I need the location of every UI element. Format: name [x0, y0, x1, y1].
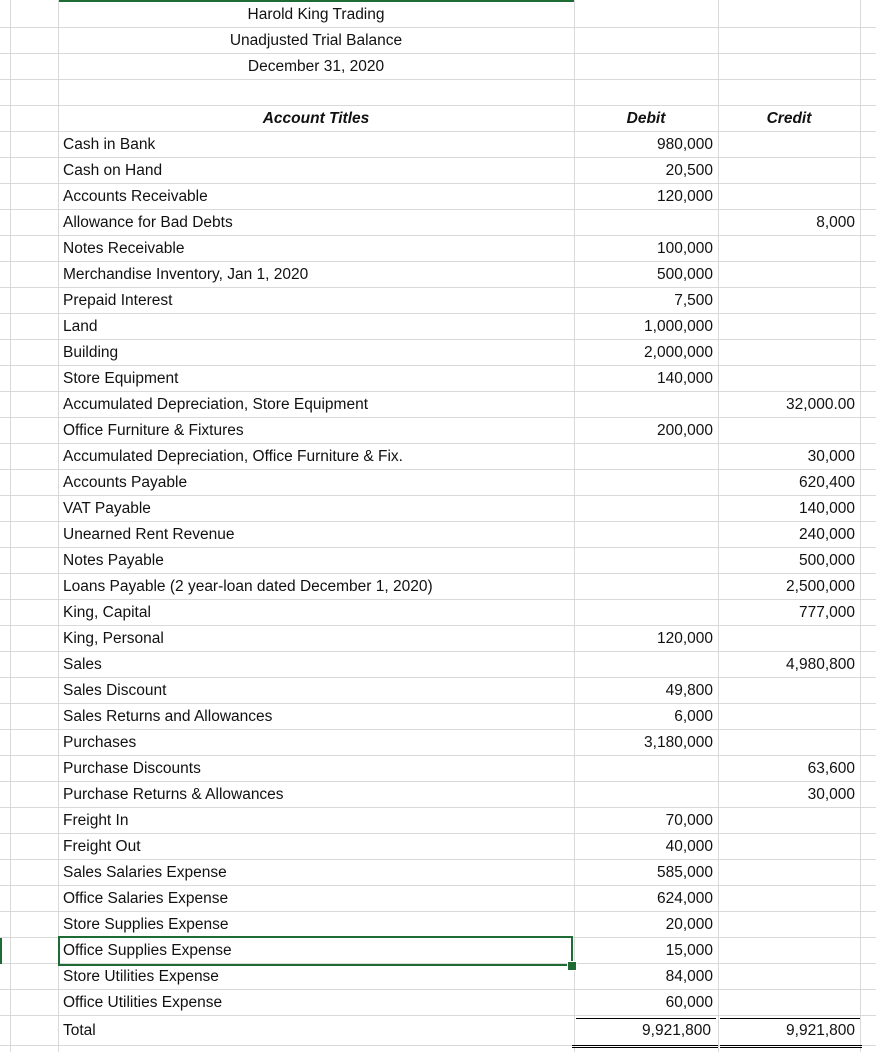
- total-debit[interactable]: 9,921,800: [642, 1022, 711, 1039]
- credit-cell[interactable]: 240,000: [798, 526, 855, 543]
- debit-cell[interactable]: 1,000,000: [644, 318, 713, 335]
- credit-cell[interactable]: 777,000: [798, 604, 855, 621]
- account-title-cell[interactable]: King, Capital: [63, 604, 151, 621]
- credit-cell[interactable]: [718, 704, 860, 730]
- credit-cell[interactable]: [718, 990, 860, 1016]
- debit-cell[interactable]: [574, 782, 718, 808]
- table-row[interactable]: [0, 808, 876, 834]
- debit-cell[interactable]: [574, 444, 718, 470]
- debit-cell[interactable]: [574, 210, 718, 236]
- debit-cell[interactable]: 15,000: [665, 942, 713, 959]
- table-row[interactable]: [0, 444, 876, 470]
- account-title-cell[interactable]: Store Equipment: [63, 370, 179, 387]
- account-title-cell[interactable]: VAT Payable: [63, 500, 151, 517]
- credit-cell[interactable]: 4,980,800: [786, 656, 855, 673]
- credit-cell[interactable]: [718, 886, 860, 912]
- account-title-cell[interactable]: Freight In: [63, 812, 129, 829]
- debit-cell[interactable]: 500,000: [656, 266, 713, 283]
- debit-cell[interactable]: [574, 600, 718, 626]
- account-title-cell[interactable]: Loans Payable (2 year-loan dated December 1, 2020): [63, 578, 433, 595]
- table-row[interactable]: [0, 938, 876, 964]
- debit-cell[interactable]: 120,000: [656, 188, 713, 205]
- credit-cell[interactable]: 2,500,000: [786, 578, 855, 595]
- debit-cell[interactable]: 140,000: [656, 370, 713, 387]
- table-row[interactable]: [0, 782, 876, 808]
- account-title-cell[interactable]: Office Utilities Expense: [63, 994, 223, 1011]
- debit-cell[interactable]: 585,000: [656, 864, 713, 881]
- active-row-marker: [0, 938, 2, 964]
- credit-cell[interactable]: [718, 236, 860, 262]
- table-row[interactable]: [0, 574, 876, 600]
- credit-header[interactable]: [718, 106, 860, 132]
- table-row[interactable]: [0, 912, 876, 938]
- credit-cell[interactable]: [718, 366, 860, 392]
- debit-cell[interactable]: 624,000: [656, 890, 713, 907]
- table-row[interactable]: [0, 288, 876, 314]
- company-name[interactable]: Harold King Trading: [247, 6, 385, 23]
- credit-cell[interactable]: [718, 834, 860, 860]
- credit-cell[interactable]: 30,000: [807, 448, 855, 465]
- account-titles-header[interactable]: [58, 106, 574, 132]
- table-row[interactable]: [0, 834, 876, 860]
- table-row[interactable]: [0, 860, 876, 886]
- debit-cell[interactable]: [574, 392, 718, 418]
- account-title-cell[interactable]: Office Supplies Expense: [63, 942, 232, 959]
- table-row[interactable]: [0, 730, 876, 756]
- debit-cell[interactable]: 980,000: [656, 136, 713, 153]
- title-row-3[interactable]: [0, 54, 876, 80]
- account-title-cell[interactable]: Sales Returns and Allowances: [63, 708, 273, 725]
- table-row[interactable]: [0, 158, 876, 184]
- credit-cell[interactable]: 140,000: [798, 500, 855, 517]
- debit-cell[interactable]: 84,000: [665, 968, 713, 985]
- debit-cell[interactable]: 2,000,000: [644, 344, 713, 361]
- table-row[interactable]: [0, 470, 876, 496]
- account-title-cell[interactable]: Purchases: [63, 734, 137, 751]
- table-row[interactable]: [0, 964, 876, 990]
- title-row-2[interactable]: [0, 28, 876, 54]
- column-header-row[interactable]: [0, 106, 876, 132]
- credit-cell[interactable]: [718, 938, 860, 964]
- table-row[interactable]: [0, 210, 876, 236]
- table-row[interactable]: [0, 990, 876, 1016]
- debit-cell[interactable]: [574, 522, 718, 548]
- debit-cell[interactable]: [574, 470, 718, 496]
- debit-cell[interactable]: 40,000: [665, 838, 713, 855]
- table-row[interactable]: [0, 756, 876, 782]
- debit-header[interactable]: [574, 106, 718, 132]
- credit-cell[interactable]: [718, 912, 860, 938]
- credit-cell[interactable]: 63,600: [807, 760, 855, 777]
- account-title-cell[interactable]: Freight Out: [63, 838, 141, 855]
- blank-row[interactable]: [0, 80, 876, 106]
- table-row[interactable]: [0, 704, 876, 730]
- account-title-cell[interactable]: Notes Receivable: [63, 240, 185, 257]
- credit-cell[interactable]: [718, 418, 860, 444]
- account-title-cell[interactable]: Purchase Discounts: [63, 760, 201, 777]
- table-row[interactable]: [0, 652, 876, 678]
- credit-label: Credit: [766, 110, 812, 127]
- credit-cell[interactable]: [718, 184, 860, 210]
- total-credit[interactable]: 9,921,800: [786, 1022, 855, 1039]
- debit-cell[interactable]: 3,180,000: [644, 734, 713, 751]
- debit-cell[interactable]: [574, 548, 718, 574]
- account-title-cell[interactable]: Allowance for Bad Debts: [63, 214, 233, 231]
- account-title-cell[interactable]: Cash on Hand: [63, 162, 163, 179]
- account-title-cell[interactable]: Office Salaries Expense: [63, 890, 229, 907]
- table-row[interactable]: [0, 314, 876, 340]
- credit-cell[interactable]: 500,000: [798, 552, 855, 569]
- account-title-cell[interactable]: Office Furniture & Fixtures: [63, 422, 244, 439]
- table-row[interactable]: [0, 236, 876, 262]
- debit-cell[interactable]: 20,500: [665, 162, 713, 179]
- credit-cell[interactable]: [718, 730, 860, 756]
- account-title-cell[interactable]: Accumulated Depreciation, Store Equipment: [63, 396, 368, 413]
- account-title-cell[interactable]: Accounts Receivable: [63, 188, 208, 205]
- account-title-cell[interactable]: Sales Discount: [63, 682, 167, 699]
- credit-cell[interactable]: [718, 860, 860, 886]
- credit-cell[interactable]: [718, 340, 860, 366]
- debit-cell[interactable]: [574, 652, 718, 678]
- fill-handle[interactable]: [567, 961, 577, 971]
- debit-cell[interactable]: [574, 574, 718, 600]
- credit-cell[interactable]: [718, 288, 860, 314]
- table-row[interactable]: [0, 184, 876, 210]
- account-title-cell[interactable]: Building: [63, 344, 119, 361]
- credit-cell[interactable]: 8,000: [816, 214, 855, 231]
- table-row[interactable]: [0, 392, 876, 418]
- debit-cell[interactable]: [574, 756, 718, 782]
- account-title-cell[interactable]: Purchase Returns & Allowances: [63, 786, 284, 803]
- debit-cell[interactable]: 200,000: [656, 422, 713, 439]
- credit-cell[interactable]: [718, 262, 860, 288]
- account-title-cell[interactable]: Notes Payable: [63, 552, 164, 569]
- table-row[interactable]: [0, 496, 876, 522]
- account-title-cell[interactable]: Unearned Rent Revenue: [63, 526, 235, 543]
- credit-cell[interactable]: [718, 626, 860, 652]
- debit-label: Debit: [626, 110, 666, 127]
- total-debit-double-underline: [572, 1045, 718, 1048]
- total-row[interactable]: [0, 1018, 876, 1046]
- credit-cell[interactable]: 30,000: [807, 786, 855, 803]
- account-titles-label: Account Titles: [262, 110, 370, 127]
- table-row[interactable]: [0, 418, 876, 444]
- table-row[interactable]: [0, 340, 876, 366]
- table-row[interactable]: [0, 262, 876, 288]
- total-credit-double-underline: [720, 1045, 862, 1048]
- account-title-cell[interactable]: Store Utilities Expense: [63, 968, 219, 985]
- debit-cell[interactable]: 100,000: [656, 240, 713, 257]
- table-row[interactable]: [0, 678, 876, 704]
- report-name[interactable]: Unadjusted Trial Balance: [229, 32, 403, 49]
- credit-cell[interactable]: [718, 678, 860, 704]
- account-title-cell[interactable]: Accumulated Depreciation, Office Furniture & Fix.: [63, 448, 403, 465]
- account-title-cell[interactable]: Land: [63, 318, 98, 335]
- table-row[interactable]: [0, 600, 876, 626]
- debit-cell[interactable]: 60,000: [665, 994, 713, 1011]
- debit-cell[interactable]: [574, 496, 718, 522]
- debit-cell[interactable]: 7,500: [674, 292, 713, 309]
- credit-cell[interactable]: [718, 158, 860, 184]
- credit-cell[interactable]: [718, 132, 860, 158]
- account-title-cell[interactable]: Merchandise Inventory, Jan 1, 2020: [63, 266, 309, 283]
- table-row[interactable]: [0, 886, 876, 912]
- table-row[interactable]: [0, 522, 876, 548]
- table-row[interactable]: [0, 366, 876, 392]
- debit-cell[interactable]: 49,800: [665, 682, 713, 699]
- table-row[interactable]: [0, 132, 876, 158]
- account-title-cell[interactable]: Store Supplies Expense: [63, 916, 229, 933]
- title-row-1[interactable]: [0, 2, 876, 28]
- report-date[interactable]: December 31, 2020: [247, 58, 385, 75]
- credit-cell[interactable]: 32,000.00: [786, 396, 855, 413]
- total-credit-top-border: [720, 1018, 860, 1019]
- credit-cell[interactable]: [718, 808, 860, 834]
- table-row[interactable]: [0, 548, 876, 574]
- account-title-cell[interactable]: Prepaid Interest: [63, 292, 173, 309]
- debit-cell[interactable]: 120,000: [656, 630, 713, 647]
- table-row[interactable]: [0, 626, 876, 652]
- total-debit-top-border: [576, 1018, 716, 1019]
- credit-cell[interactable]: [718, 964, 860, 990]
- account-title-cell[interactable]: Accounts Payable: [63, 474, 188, 491]
- credit-cell[interactable]: 620,400: [798, 474, 855, 491]
- account-title-cell[interactable]: Sales: [63, 656, 102, 673]
- total-label[interactable]: Total: [63, 1022, 96, 1039]
- account-title-cell[interactable]: Sales Salaries Expense: [63, 864, 227, 881]
- account-title-cell[interactable]: King, Personal: [63, 630, 164, 647]
- account-title-cell[interactable]: Cash in Bank: [63, 136, 156, 153]
- debit-cell[interactable]: 20,000: [665, 916, 713, 933]
- debit-cell[interactable]: 6,000: [674, 708, 713, 725]
- credit-cell[interactable]: [718, 314, 860, 340]
- debit-cell[interactable]: 70,000: [665, 812, 713, 829]
